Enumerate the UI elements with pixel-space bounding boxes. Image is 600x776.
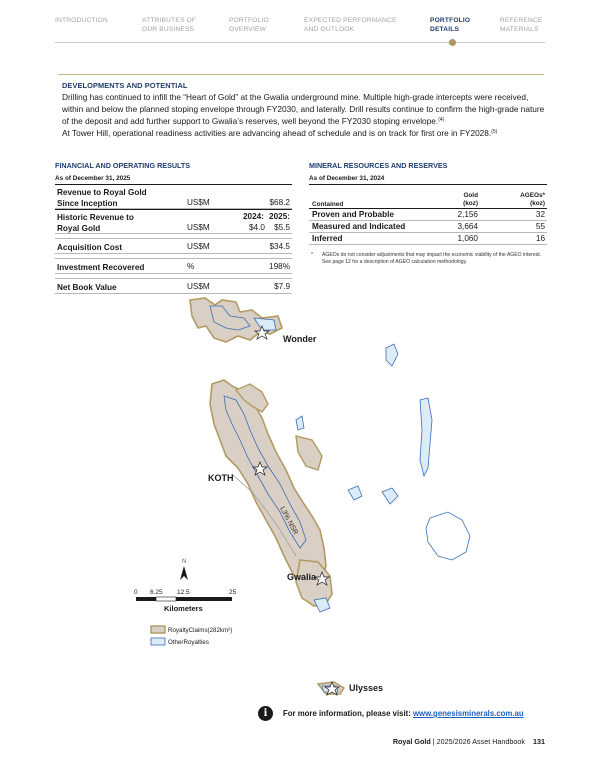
- legend-label-other-royalties: OtherRoyalties: [168, 639, 209, 646]
- row-label: Proven and Probable: [312, 210, 394, 219]
- nav-tab-attributes[interactable]: [142, 17, 196, 34]
- row-value: $34.5: [269, 242, 290, 251]
- royalty-claim-east-block: [296, 436, 322, 470]
- header-ageos: AGEOs* (koz): [520, 192, 545, 207]
- map-label-gwalia: Gwalia: [287, 572, 317, 582]
- legend-swatch-other-royalties: [151, 638, 165, 645]
- row-label: Acquisition Cost: [57, 243, 123, 252]
- table-row: [309, 233, 547, 245]
- nav-tab-label-line1: PORTFOLIO: [430, 17, 471, 24]
- minerals-as-of: As of December 31, 2024: [309, 175, 385, 182]
- top-navigation: [0, 0, 600, 46]
- map-label-wonder: Wonder: [283, 334, 317, 344]
- map-label-nsr: L3% NSR: [278, 505, 299, 537]
- north-arrow-icon: [180, 566, 188, 580]
- other-royalty-southeast: [382, 488, 398, 504]
- scale-tick-2: 12.5: [177, 589, 190, 596]
- footer-separator: |: [430, 737, 437, 746]
- row-label: Revenue to Royal Gold Since Inception: [57, 188, 147, 208]
- nav-tab-expected-performance[interactable]: [304, 17, 397, 34]
- developments-body: [62, 91, 546, 139]
- value-2025: $5.5: [274, 223, 290, 232]
- table-row: [309, 209, 547, 221]
- footnote-mark: *: [311, 252, 313, 258]
- nav-tab-reference-materials[interactable]: [500, 17, 542, 34]
- header-2024: 2024:: [243, 212, 264, 221]
- nav-divider: [55, 42, 545, 43]
- header-contained: Contained: [312, 201, 344, 208]
- nav-tab-label-line2: MATERIALS: [500, 25, 539, 33]
- developments-title: DEVELOPMENTS AND POTENTIAL: [62, 81, 188, 90]
- header-gold: Gold (koz): [463, 192, 478, 207]
- row-label: Historic Revenue to Royal Gold: [57, 213, 134, 233]
- nav-tab-label-line2: AND OUTLOOK: [304, 25, 355, 33]
- scale-segment-3: [176, 597, 232, 601]
- footer-doc-title: 2025/2026 Asset Handbook: [436, 737, 525, 746]
- nav-tab-label-line2: INTRODUCTION: [55, 17, 108, 24]
- financial-as-of: As of December 31, 2025: [55, 175, 131, 182]
- nav-tab-label-line1: PORTFOLIO: [229, 17, 269, 24]
- other-royalty-east-3: [348, 486, 362, 500]
- section-divider: [58, 74, 544, 75]
- scale-segment-2: [156, 597, 176, 601]
- table-header: [309, 184, 547, 209]
- row-label: Measured and Indicated: [312, 222, 406, 231]
- developments-paragraph-2: At Tower Hill, operational readiness activities are advancing ahead of schedule and is on track for first ore in FY2028.: [62, 128, 492, 138]
- active-tab-indicator: [449, 39, 456, 46]
- row-value: 198%: [269, 262, 290, 271]
- genesis-minerals-link[interactable]: www.genesisminerals.com.au: [412, 709, 524, 718]
- row-unit: US$M: [187, 223, 210, 232]
- map-label-ulysses: Ulysses: [349, 683, 384, 693]
- scale-segment-1: [136, 597, 156, 601]
- financial-table: [55, 184, 292, 294]
- scale-tick-1: 6.25: [150, 589, 163, 596]
- row-ageo: 16: [535, 234, 545, 243]
- row-gold: 2,156: [457, 210, 478, 219]
- nav-tab-introduction[interactable]: [55, 17, 108, 26]
- footnote-ref-5[interactable]: (5): [491, 129, 498, 135]
- footnote-text: AGEOs do not consider adjustments that may impact the economic viability of the AGEO interest. See page 12 for a description of AGEO calculation methodology.: [322, 252, 542, 265]
- table-row: [55, 258, 292, 274]
- table-row: [55, 184, 292, 209]
- nav-tab-label-line1: REFERENCE: [500, 17, 543, 24]
- row-unit: US$M: [187, 242, 210, 251]
- page-number: 131: [533, 737, 545, 746]
- map-label-koth: KOTH: [208, 473, 234, 483]
- row-ageo: 55: [535, 222, 545, 231]
- scale-tick-3: 25: [229, 589, 237, 596]
- royalty-map: [120, 290, 580, 710]
- row-label: Inferred: [312, 234, 343, 243]
- royalty-claim-main-belt: [210, 380, 326, 586]
- row-value: $68.2: [269, 198, 290, 207]
- other-royalty-east-1: [386, 344, 398, 366]
- value-2024: $4.0: [249, 223, 265, 232]
- other-royalty-east-2: [420, 398, 432, 476]
- table-row: [55, 238, 292, 254]
- north-label: N: [182, 559, 187, 565]
- minerals-table: [309, 184, 547, 245]
- table-row: [55, 209, 292, 234]
- legend-label-royalty-claims: RoyaltyClaims(282km²): [168, 627, 233, 634]
- row-gold: 3,664: [457, 222, 478, 231]
- other-royalty-lake-shore: [426, 512, 470, 560]
- nav-tab-label-line1: EXPECTED PERFORMANCE: [304, 17, 397, 24]
- row-label: Net Book Value: [57, 283, 117, 292]
- developments-paragraph-1: Drilling has continued to infill the “Heart of Gold” at the Gwalia underground mine. Multiple high-grade intercepts were received, within and below the planned stoping envelope through FY2030, and laterally. Drill results continue to confirm the high-grade nature of the deposit and add further support to Gwalia’s reserves, well beyond the FY2030 stoping envelope.: [62, 92, 545, 126]
- footnote-ref-4[interactable]: (4): [438, 117, 445, 123]
- scale-tick-0: 0: [134, 589, 138, 596]
- row-unit: %: [187, 262, 195, 271]
- footer-brand: Royal Gold: [392, 737, 431, 746]
- row-value: $7.9: [274, 282, 290, 291]
- nav-tab-portfolio-overview[interactable]: [229, 17, 269, 34]
- nav-tab-label-line2: DETAILS: [430, 25, 460, 33]
- financial-title: FINANCIAL AND OPERATING RESULTS: [55, 161, 191, 170]
- row-unit: US$M: [187, 282, 210, 291]
- minerals-title: MINERAL RESOURCES AND RESERVES: [309, 161, 448, 170]
- scale-unit: Kilometers: [164, 604, 203, 613]
- row-gold: 1,060: [457, 234, 478, 243]
- header-2025: 2025:: [269, 212, 290, 221]
- legend-swatch-royalty-claims: [151, 626, 165, 633]
- info-icon: i: [258, 706, 273, 721]
- nav-tab-label-line2: OVERVIEW: [229, 25, 267, 33]
- row-label: Investment Recovered: [57, 263, 145, 272]
- table-row: [309, 221, 547, 233]
- nav-tab-portfolio-details[interactable]: [430, 17, 470, 34]
- nav-tab-label-line1: ATTRIBUTES OF: [142, 17, 197, 24]
- row-ageo: 32: [535, 210, 545, 219]
- row-unit: US$M: [187, 198, 210, 207]
- more-info-text: For more information, please visit:: [283, 709, 413, 718]
- other-royalty-central: [296, 416, 304, 430]
- page-footer: [360, 737, 545, 746]
- nav-tab-label-line2: OUR BUSINESS: [142, 25, 195, 33]
